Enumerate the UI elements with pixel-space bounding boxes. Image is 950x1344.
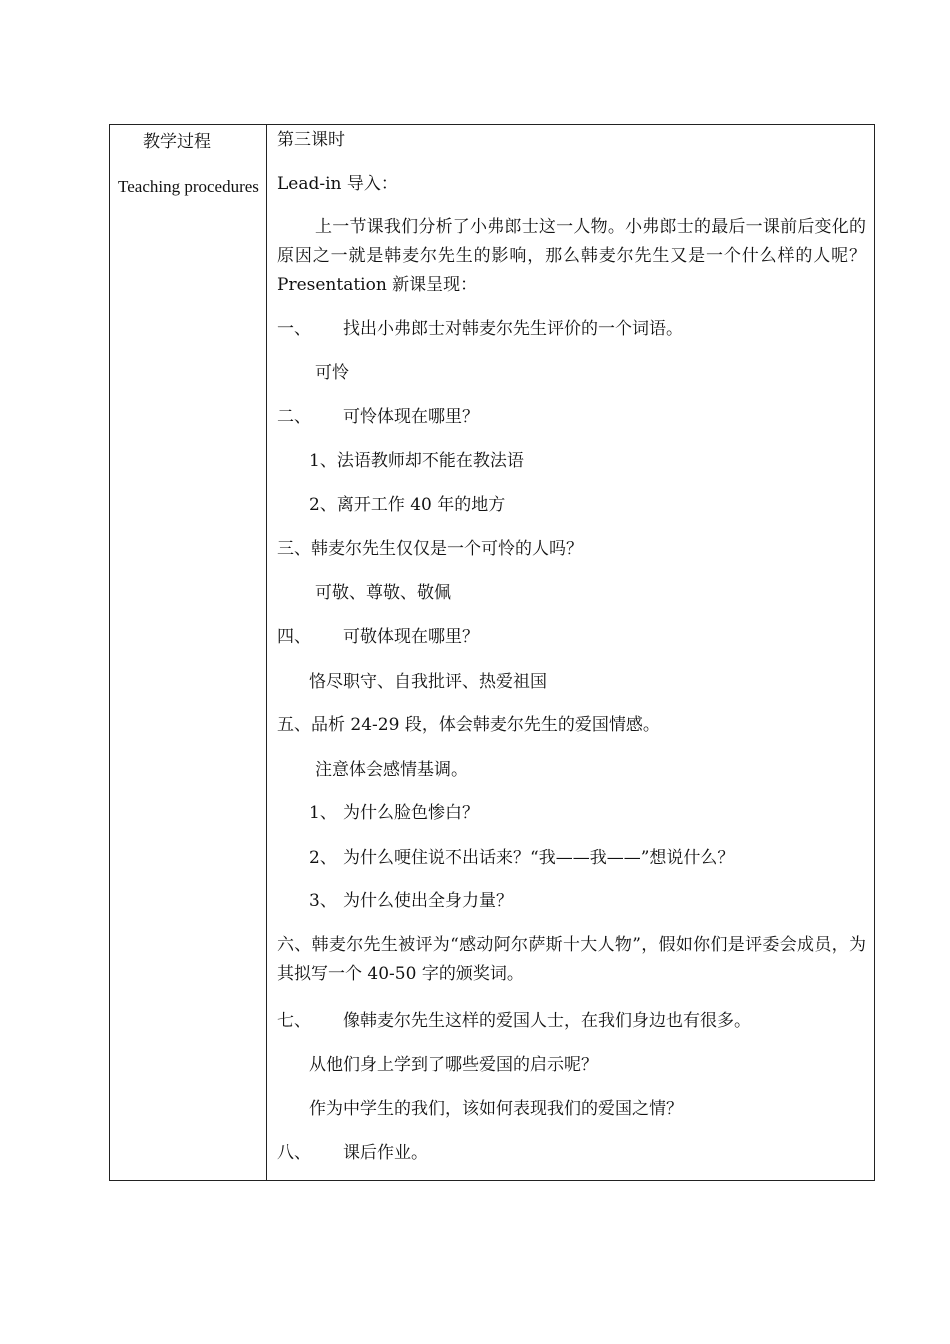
section-8-number: 八、 — [277, 1143, 311, 1163]
section-5-question-3 — [309, 887, 866, 916]
section-4-text: 可敬体现在哪里？ — [343, 627, 479, 647]
section-7-text: 像韩麦尔先生这样的爱国人士，在我们身边也有很多。 — [343, 1011, 751, 1031]
teaching-process-label: 教学过程 — [143, 132, 211, 152]
intro-paragraph: 上一节课我们分析了小弗郎士这一人物。小弗郎士的最后一课前后变化的原因之一就是韩麦尔先生的影响，那么韩麦尔先生又是一个什么样的人呢？ Presentation 新课呈现： — [277, 217, 883, 295]
content-cell — [267, 125, 883, 1180]
section-1-answer: 可怜 — [315, 363, 349, 383]
lesson-plan-table — [109, 124, 883, 1181]
section-4-answer: 恪尽职守、自我批评、热爱祖国 — [309, 672, 547, 692]
section-5-question-3-number: 3、 — [309, 891, 337, 911]
section-7 — [277, 1007, 866, 1036]
section-5-note: 注意体会感情基调。 — [315, 760, 468, 780]
section-5-text: 五、品析 24-29 段，体会韩麦尔先生的爱国情感。 — [277, 715, 660, 735]
section-4-number: 四、 — [277, 627, 311, 647]
section-8 — [277, 1139, 866, 1168]
section-1 — [277, 315, 866, 344]
section-5-question-1-text: 为什么脸色惨白？ — [343, 803, 479, 823]
section-5-question-3-text: 为什么使出全身力量？ — [343, 891, 513, 911]
section-7-number: 七、 — [277, 1011, 311, 1031]
section-2-item-2: 2、离开工作 40 年的地方 — [309, 495, 506, 515]
section-2-number: 二、 — [277, 407, 311, 427]
section-7-question-1: 从他们身上学到了哪些爱国的启示呢？ — [309, 1055, 598, 1075]
section-5-question-1 — [309, 799, 866, 828]
leadin-heading: Lead-in 导入： — [277, 174, 398, 194]
teaching-procedures-label: Teaching procedures — [118, 177, 259, 196]
section-8-text: 课后作业。 — [343, 1143, 428, 1163]
section-1-number: 一、 — [277, 319, 311, 339]
section-3-text: 三、韩麦尔先生仅仅是一个可怜的人吗？ — [277, 539, 583, 559]
section-5-question-1-number: 1、 — [309, 803, 337, 823]
label-cell — [110, 125, 267, 1180]
section-5-question-2 — [309, 844, 866, 873]
section-5-question-2-number: 2、 — [309, 848, 337, 868]
section-3-answer: 可敬、尊敬、敬佩 — [315, 583, 451, 603]
section-6-text: 六、韩麦尔先生被评为“感动阿尔萨斯十大人物”，假如你们是评委会成员，为其拟写一个 40-50 字的颁奖词。 — [277, 935, 866, 984]
section-1-text: 找出小弗郎士对韩麦尔先生评价的一个词语。 — [343, 319, 683, 339]
section-7-question-2: 作为中学生的我们，该如何表现我们的爱国之情？ — [309, 1099, 683, 1119]
session-title: 第三课时 — [277, 130, 345, 150]
section-4 — [277, 623, 866, 652]
section-2-text: 可怜体现在哪里？ — [343, 407, 479, 427]
section-5-question-2-text: 为什么哽住说不出话来？“我——我——”想说什么？ — [343, 848, 735, 868]
section-2 — [277, 403, 866, 432]
section-2-item-1: 1、法语教师却不能在教法语 — [309, 451, 524, 471]
